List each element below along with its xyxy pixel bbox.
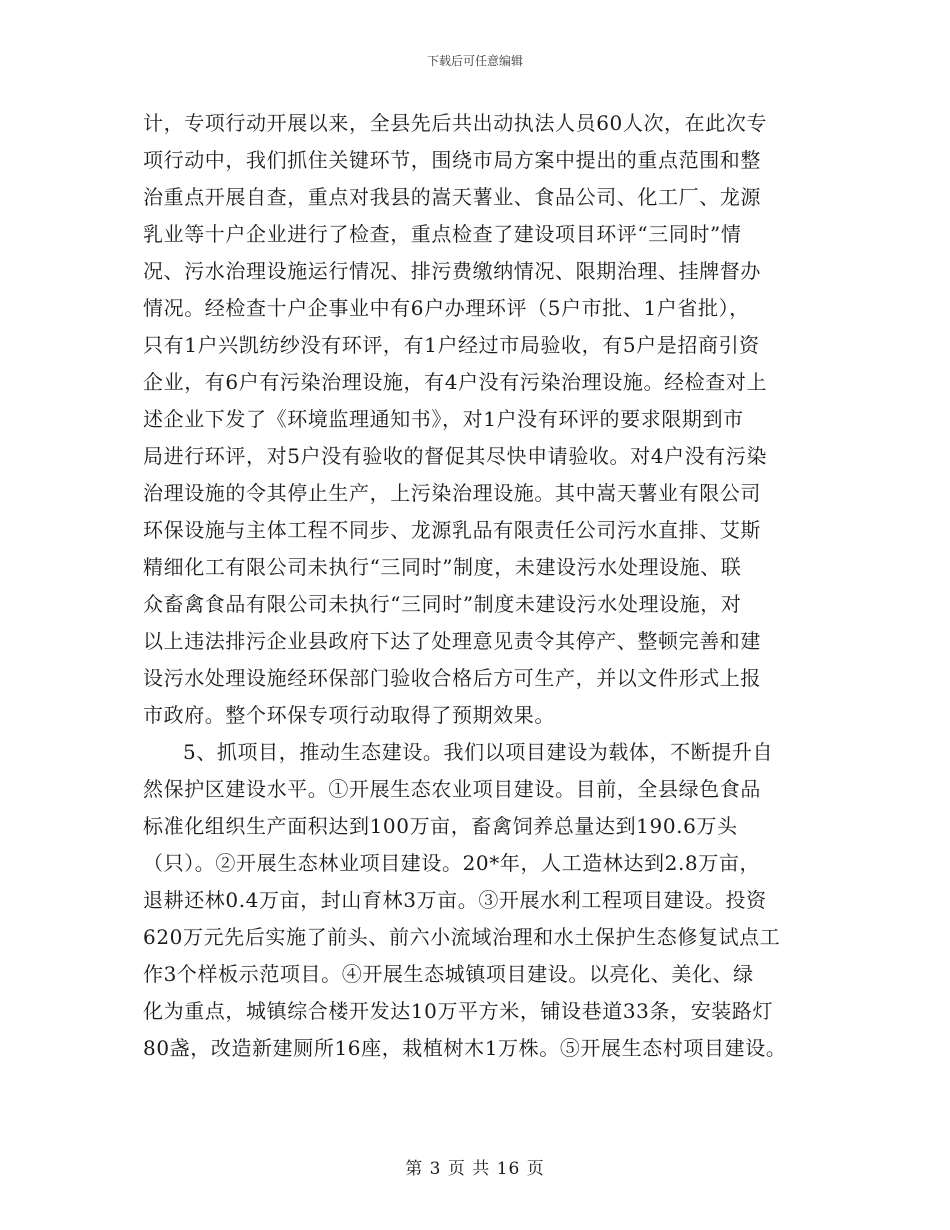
paragraph [143,734,823,1067]
text-line: 局进行环评，对5户没有验收的督促其尽快申请验收。对4户没有污染 [143,444,768,468]
text-line: 市政府。整个环保专项行动取得了预期效果。 [143,703,555,727]
text-line: 只有1户兴凯纺纱没有环评，有1户经过市局验收，有5户是招商引资 [143,333,760,357]
text-line: 80盏，改造新建厕所16座，栽植树木1万株。⑤开展生态村项目建设。 [143,1036,787,1060]
text-line: 情况。经检查十户企事业中有6户办理环评（5户市批、1户省批）， [143,296,750,320]
text-line: 项行动中，我们抓住关键环节，围绕市局方案中提出的重点范围和整 [143,148,761,172]
text-line: 以上违法排污企业县政府下达了处理意见责令其停产、整顿完善和建 [143,629,761,653]
document-body [143,105,823,1067]
text-line: 设污水处理设施经环保部门验收合格后方可生产，并以文件形式上报 [143,666,761,690]
text-line: 化为重点，城镇综合楼开发达10万平方米，铺设巷道33条，安装路灯 [143,999,774,1023]
text-line: 620万元先后实施了前头、前六小流域治理和水土保护生态修复试点工 [143,925,781,949]
text-line: 述企业下发了《环境监理通知书》，对1户没有环评的要求限期到市 [143,407,744,431]
text-line: 治重点开展自查，重点对我县的嵩天薯业、食品公司、化工厂、龙源 [143,185,761,209]
text-line: 计，专项行动开展以来，全县先后共出动执法人员60人次，在此次专 [143,111,768,135]
text-line: 众畜禽食品有限公司未执行“三同时”制度未建设污水处理设施，对 [143,592,742,616]
text-line: （只）。②开展生态林业项目建设。20*年，人工造林达到2.8万亩， [143,851,761,875]
text-line: 环保设施与主体工程不同步、龙源乳品有限责任公司污水直排、艾斯 [143,518,761,542]
text-line: 企业，有6户有污染治理设施，有4户没有污染治理设施。经检查对上 [143,370,768,394]
text-line: 然保护区建设水平。①开展生态农业项目建设。目前，全县绿色食品 [143,777,761,801]
text-line: 况、污水治理设施运行情况、排污费缴纳情况、限期治理、挂牌督办 [143,259,761,283]
text-line: 退耕还林0.4万亩，封山育林3万亩。③开展水利工程项目建设。投资 [143,888,767,912]
paragraph [143,105,823,734]
page-footer: 第 3 页 共 16 页 [405,1159,545,1179]
text-line: 作3个样板示范项目。④开展生态城镇项目建设。以亮化、美化、绿 [143,962,754,986]
text-line: 标准化组织生产面积达到100万亩，畜禽饲养总量达到190.6万头 [143,814,738,838]
text-line: 精细化工有限公司未执行“三同时”制度，未建设污水处理设施、联 [143,555,742,579]
page-header: 下载后可任意编辑 [426,54,523,68]
text-line: 治理设施的令其停止生产，上污染治理设施。其中嵩天薯业有限公司 [143,481,761,505]
text-line: 5、抓项目，推动生态建设。我们以项目建设为载体，不断提升自 [183,740,774,764]
text-line: 乳业等十户企业进行了检查，重点检查了建设项目环评“三同时”情 [143,222,742,246]
